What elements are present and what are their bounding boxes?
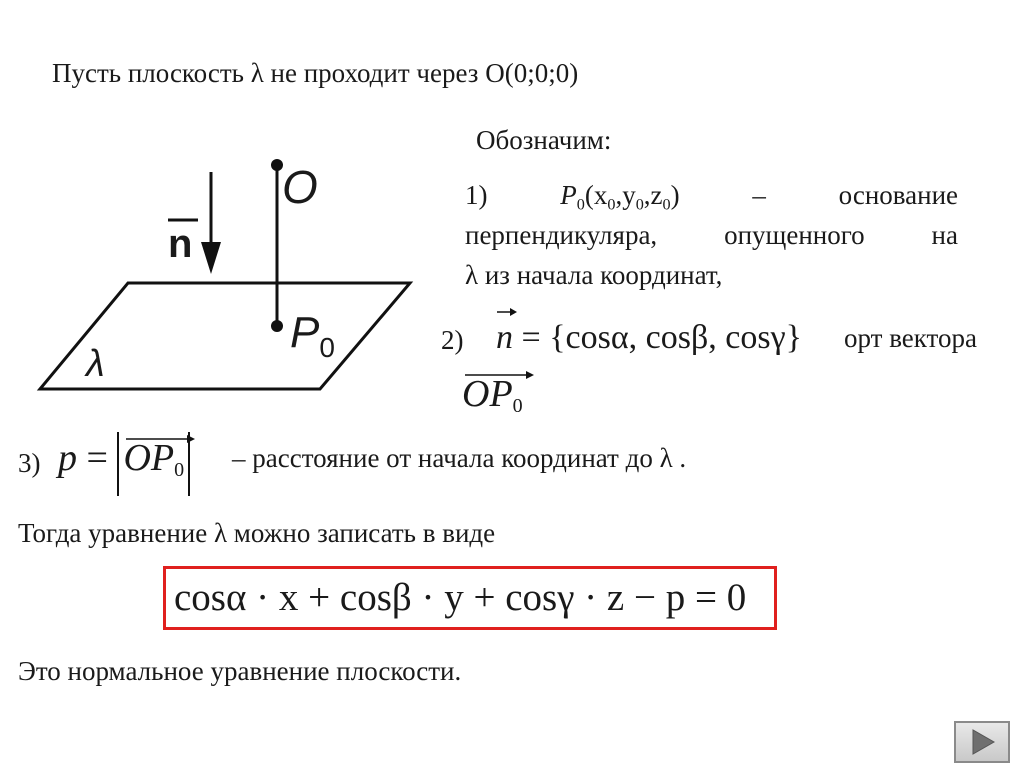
- conclusion-line: Это нормальное уравнение плоскости.: [18, 656, 462, 686]
- play-next-icon: [956, 723, 1008, 761]
- item3-text: – расстояние от начала координат до λ .: [232, 443, 687, 473]
- label-lambda: λ: [86, 343, 105, 385]
- item3-number: 3): [18, 448, 41, 478]
- label-O: O: [282, 161, 318, 213]
- item3-formula: p = OP0: [58, 432, 190, 496]
- vector-arrow-icon: [496, 307, 518, 317]
- point-P0-dot: [271, 320, 283, 332]
- normal-arrowhead-icon: [201, 242, 221, 274]
- plane-figure: [20, 150, 440, 410]
- denote-heading: Обозначим:: [476, 125, 612, 155]
- item1-line3: λ из начала координат,: [465, 260, 723, 290]
- next-slide-button[interactable]: [954, 721, 1010, 763]
- item2-formula: n = {cosα, cosβ, cosγ}: [496, 313, 802, 363]
- item2-op-vector: OP0: [462, 372, 523, 418]
- item1-line1: 1) $P_0(x_0,y_0,z_0)$ – основание: [465, 180, 959, 214]
- vector-arrow-icon: [125, 434, 197, 444]
- item1-line2: перпендикуляра, опущенного на: [465, 220, 958, 250]
- item2-number: 2): [441, 325, 464, 355]
- normal-equation-box: [163, 566, 777, 630]
- then-line: Тогда уравнение λ можно записать в виде: [18, 518, 496, 548]
- intro-line: Пусть плоскость λ не проходит через O(0;0;0): [52, 58, 579, 88]
- vector-arrow-icon: [464, 370, 536, 380]
- label-P0: $P_0$: [290, 308, 335, 363]
- normal-equation: cosα · x + cosβ · y + cosγ · z − p = 0: [174, 576, 747, 619]
- item2-text: орт вектора: [844, 323, 977, 353]
- label-n: n: [168, 222, 193, 266]
